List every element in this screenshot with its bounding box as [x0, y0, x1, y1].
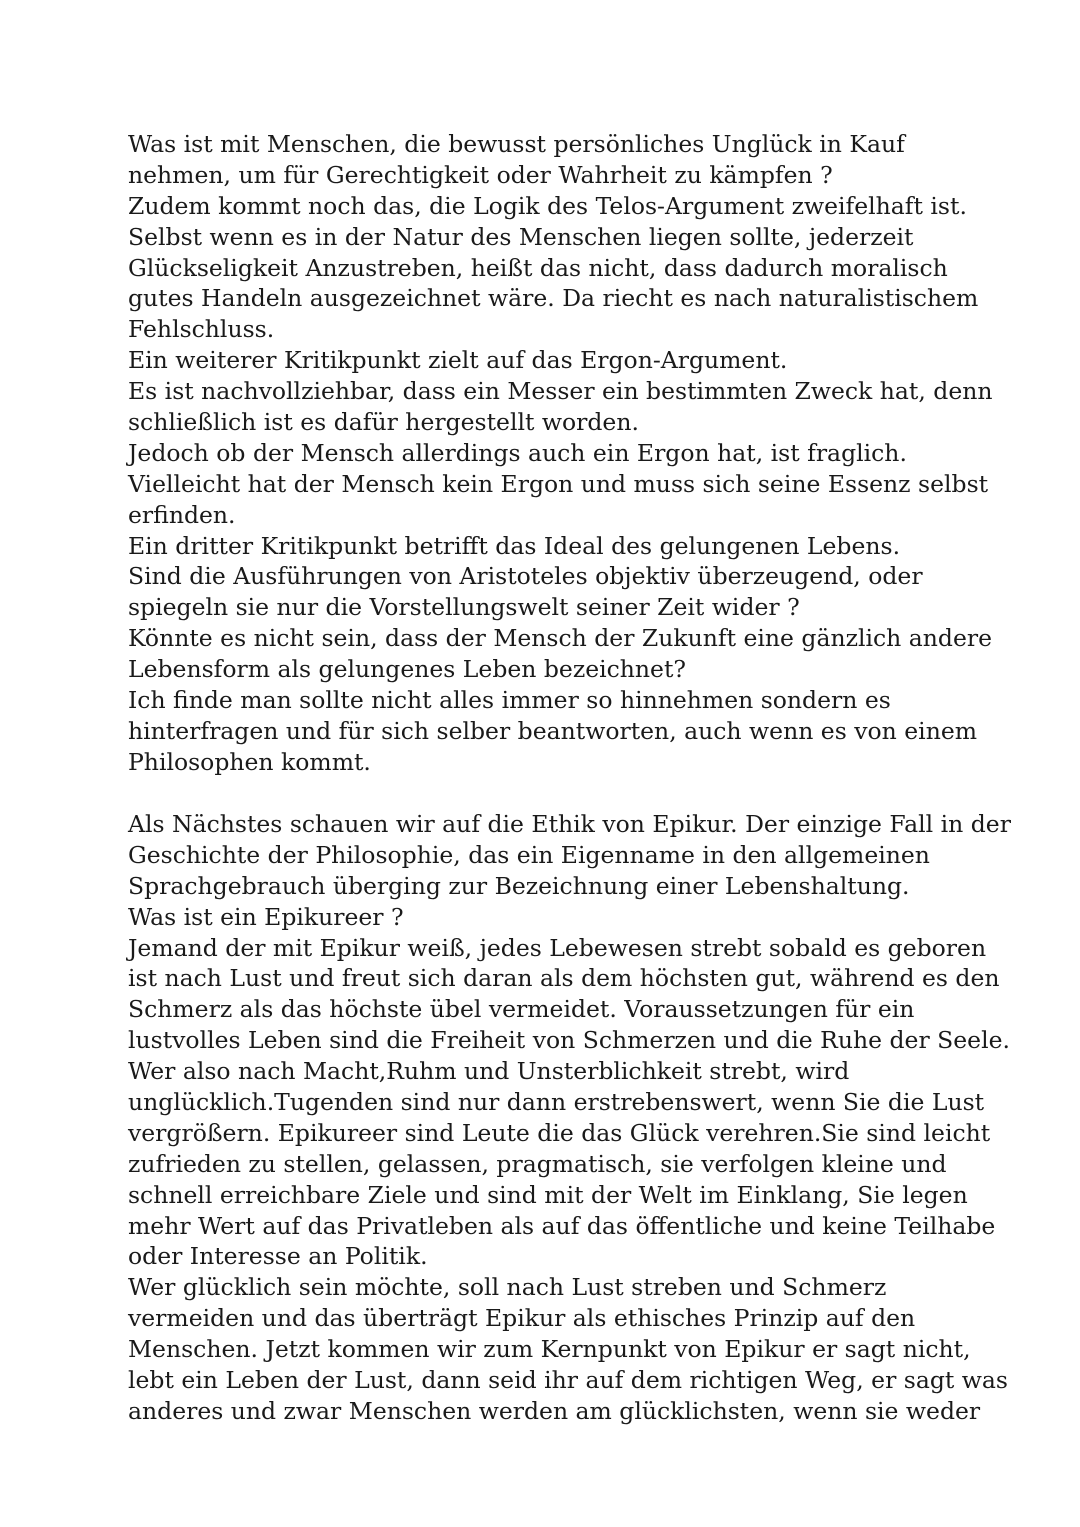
text-line: Wer glücklich sein möchte, soll nach Lust streben und Schmerz: [128, 1273, 887, 1302]
text-line: Sprachgebrauch überging zur Bezeichnung einer Lebenshaltung.: [128, 871, 910, 900]
text-line: gutes Handeln ausgezeichnet wäre. Da riecht es nach naturalistischem: [128, 284, 979, 313]
paragraph-aristoteles-critique: [128, 129, 1008, 778]
text-line: Menschen. Jetzt kommen wir zum Kernpunkt von Epikur er sagt nicht,: [128, 1335, 971, 1364]
text-line: Selbst wenn es in der Natur des Menschen liegen sollte, jederzeit: [128, 222, 914, 251]
text-line: unglücklich.Tugenden sind nur dann erstrebenswert, wenn Sie die Lust: [128, 1088, 985, 1117]
text-line: Vielleicht hat der Mensch kein Ergon und muss sich seine Essenz selbst: [128, 469, 989, 498]
text-line: vermeiden und das überträgt Epikur als ethisches Prinzip auf den: [128, 1304, 916, 1333]
text-line: lustvolles Leben sind die Freiheit von Schmerzen und die Ruhe der Seele.: [128, 1026, 1010, 1055]
text-line: Ein dritter Kritikpunkt betrifft das Ideal des gelungenen Lebens.: [128, 531, 901, 560]
text-line: Könnte es nicht sein, dass der Mensch der Zukunft eine gänzlich andere: [128, 624, 993, 653]
text-line: schnell erreichbare Ziele und sind mit der Welt im Einklang, Sie legen: [128, 1180, 968, 1209]
text-line: Als Nächstes schauen wir auf die Ethik von Epikur. Der einzige Fall in der: [128, 810, 1011, 838]
text-line: Wer also nach Macht,Ruhm und Unsterblichkeit strebt, wird: [128, 1057, 850, 1086]
text-line: Ein weiterer Kritikpunkt zielt auf das Ergon-Argument.: [128, 346, 788, 375]
text-line: Was ist mit Menschen, die bewusst persönliches Unglück in Kauf: [128, 130, 905, 158]
text-line: Zudem kommt noch das, die Logik des Telos-Argument zweifelhaft ist.: [128, 191, 967, 220]
text-line: schließlich ist es dafür hergestellt worden.: [128, 408, 639, 437]
text-line: lebt ein Leben der Lust, dann seid ihr auf dem richtigen Weg, er sagt was: [128, 1366, 1008, 1395]
text-line: oder Interesse an Politik.: [128, 1242, 428, 1271]
text-line: Fehlschluss.: [128, 315, 275, 344]
text-line: Glückseligkeit Anzustreben, heißt das nicht, dass dadurch moralisch: [128, 253, 948, 282]
text-line: Ich finde man sollte nicht alles immer so hinnehmen sondern es: [128, 686, 891, 715]
text-line: ist nach Lust und freut sich daran als dem höchsten gut, während es den: [128, 964, 1000, 993]
text-line: Lebensform als gelungenes Leben bezeichnet?: [128, 655, 687, 684]
text-line: mehr Wert auf das Privatleben als auf das öffentliche und keine Teilhabe: [128, 1211, 996, 1240]
text-line: erfinden.: [128, 500, 236, 529]
text-line: anderes und zwar Menschen werden am glücklichsten, wenn sie weder: [128, 1396, 981, 1425]
text-line: Jedoch ob der Mensch allerdings auch ein Ergon hat, ist fraglich.: [128, 438, 907, 467]
text-line: Philosophen kommt.: [128, 747, 371, 776]
text-line: vergrößern. Epikureer sind Leute die das Glück verehren.Sie sind leicht: [128, 1118, 991, 1147]
text-line: nehmen, um für Gerechtigkeit oder Wahrheit zu kämpfen ?: [128, 160, 833, 189]
text-line: Es ist nachvollziehbar, dass ein Messer ein bestimmten Zweck hat, denn: [128, 377, 993, 406]
text-line: hinterfragen und für sich selber beantworten, auch wenn es von einem: [128, 716, 978, 745]
text-line: Geschichte der Philosophie, das ein Eigenname in den allgemeinen: [128, 840, 930, 869]
text-line: Schmerz als das höchste übel vermeidet. Voraussetzungen für ein: [128, 995, 915, 1024]
text-line: Was ist ein Epikureer ?: [128, 902, 404, 931]
paragraph-epikur-ethics: [128, 809, 1011, 1427]
text-line: Jemand der mit Epikur weiß, jedes Lebewesen strebt sobald es geboren: [128, 933, 987, 962]
text-line: zufrieden zu stellen, gelassen, pragmatisch, sie verfolgen kleine und: [128, 1149, 947, 1178]
text-line: spiegeln sie nur die Vorstellungswelt seiner Zeit wider ?: [128, 593, 800, 622]
text-line: Sind die Ausführungen von Aristoteles objektiv überzeugend, oder: [128, 562, 923, 591]
